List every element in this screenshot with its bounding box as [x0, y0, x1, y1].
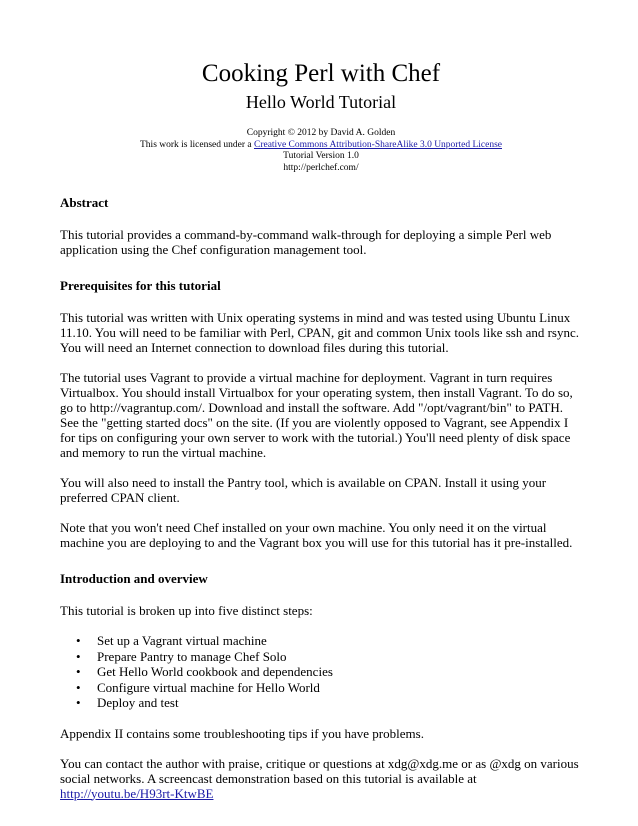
contact-text: You can contact the author with praise, critique or questions at xdg@xdg.me or as @xdg on various social networks. A screencast demonstration based on this tutorial is available at — [60, 755, 579, 786]
introduction-heading: Introduction and overview — [60, 571, 208, 586]
license-prefix: This work is licensed under a — [140, 139, 254, 150]
document-page — [60, 58, 582, 816]
prerequisites-paragraph-3: You will also need to install the Pantry tool, which is available on CPAN. Install it using your preferred CPAN client. — [60, 475, 547, 505]
bullet-icon: • — [76, 648, 81, 664]
bullet-icon: • — [76, 664, 81, 679]
list-item — [60, 649, 582, 665]
prerequisites-paragraph-2: The tutorial uses Vagrant to provide a virtual machine for deployment. Vagrant in turn requires Virtualbox. You should install Virtualbox for your operating system, then install Vagrant. To do so, go to http://vagrantup.com/. Download and install the software. Add "/opt/vagrant/bin" to PATH. See the "getting started docs" on the site. (If you are violently opposed to Vagrant, see Appendix I for tips on configuring your own server to work with the tutorial.) You'll need plenty of disk space and memory to run the virtual machine. — [60, 370, 573, 460]
bullet-icon: • — [76, 695, 81, 710]
step-label: Deploy and test — [97, 695, 179, 710]
prerequisites-heading: Prerequisites for this tutorial — [60, 278, 221, 293]
document-title: Cooking Perl with Chef — [201, 60, 441, 87]
step-label: Prepare Pantry to manage Chef Solo — [97, 648, 287, 664]
version-line: Tutorial Version 1.0 — [283, 151, 359, 161]
abstract-paragraph: This tutorial provides a command-by-command walk-through for deploying a simple Perl web application using the Chef configuration management tool. — [60, 227, 552, 257]
abstract-heading: Abstract — [60, 195, 109, 210]
title-block — [60, 58, 582, 174]
document-subtitle: Hello World Tutorial — [245, 92, 397, 112]
copyright-line: Copyright © 2012 by David A. Golden — [246, 128, 396, 138]
bullet-icon: • — [76, 633, 81, 648]
site-url-line: http://perlchef.com/ — [283, 162, 359, 173]
license-line — [60, 140, 582, 152]
step-label: Configure virtual machine for Hello World — [97, 679, 320, 695]
step-label: Get Hello World cookbook and dependencies — [97, 664, 333, 679]
list-item — [60, 664, 582, 680]
prerequisites-paragraph-1: This tutorial was written with Unix operating systems in mind and was tested using Ubuntu Linux 11.10. You will need to be familiar with Perl, CPAN, git and common Unix tools like ssh and rsync. You will need an Internet connection to download files during this tutorial. — [60, 310, 580, 355]
screencast-link[interactable]: http://youtu.be/H93rt-KtwBE — [60, 785, 214, 801]
introduction-intro: This tutorial is broken up into five distinct steps: — [60, 603, 313, 618]
list-item — [60, 680, 582, 696]
prerequisites-paragraph-4: Note that you won't need Chef installed on your own machine. You only need it on the virtual machine you are deploying to and the Vagrant box you will use for this tutorial has it pre-installed. — [60, 520, 573, 550]
step-label: Set up a Vagrant virtual machine — [97, 633, 267, 648]
appendix-note: Appendix II contains some troubleshooting tips if you have problems. — [60, 725, 424, 741]
list-item — [60, 695, 582, 711]
bullet-icon: • — [76, 679, 81, 695]
contact-paragraph — [60, 756, 582, 801]
list-item — [60, 633, 582, 649]
steps-list — [60, 633, 582, 711]
license-link[interactable]: Creative Commons Attribution-ShareAlike 3.0 Unported License — [253, 139, 502, 150]
